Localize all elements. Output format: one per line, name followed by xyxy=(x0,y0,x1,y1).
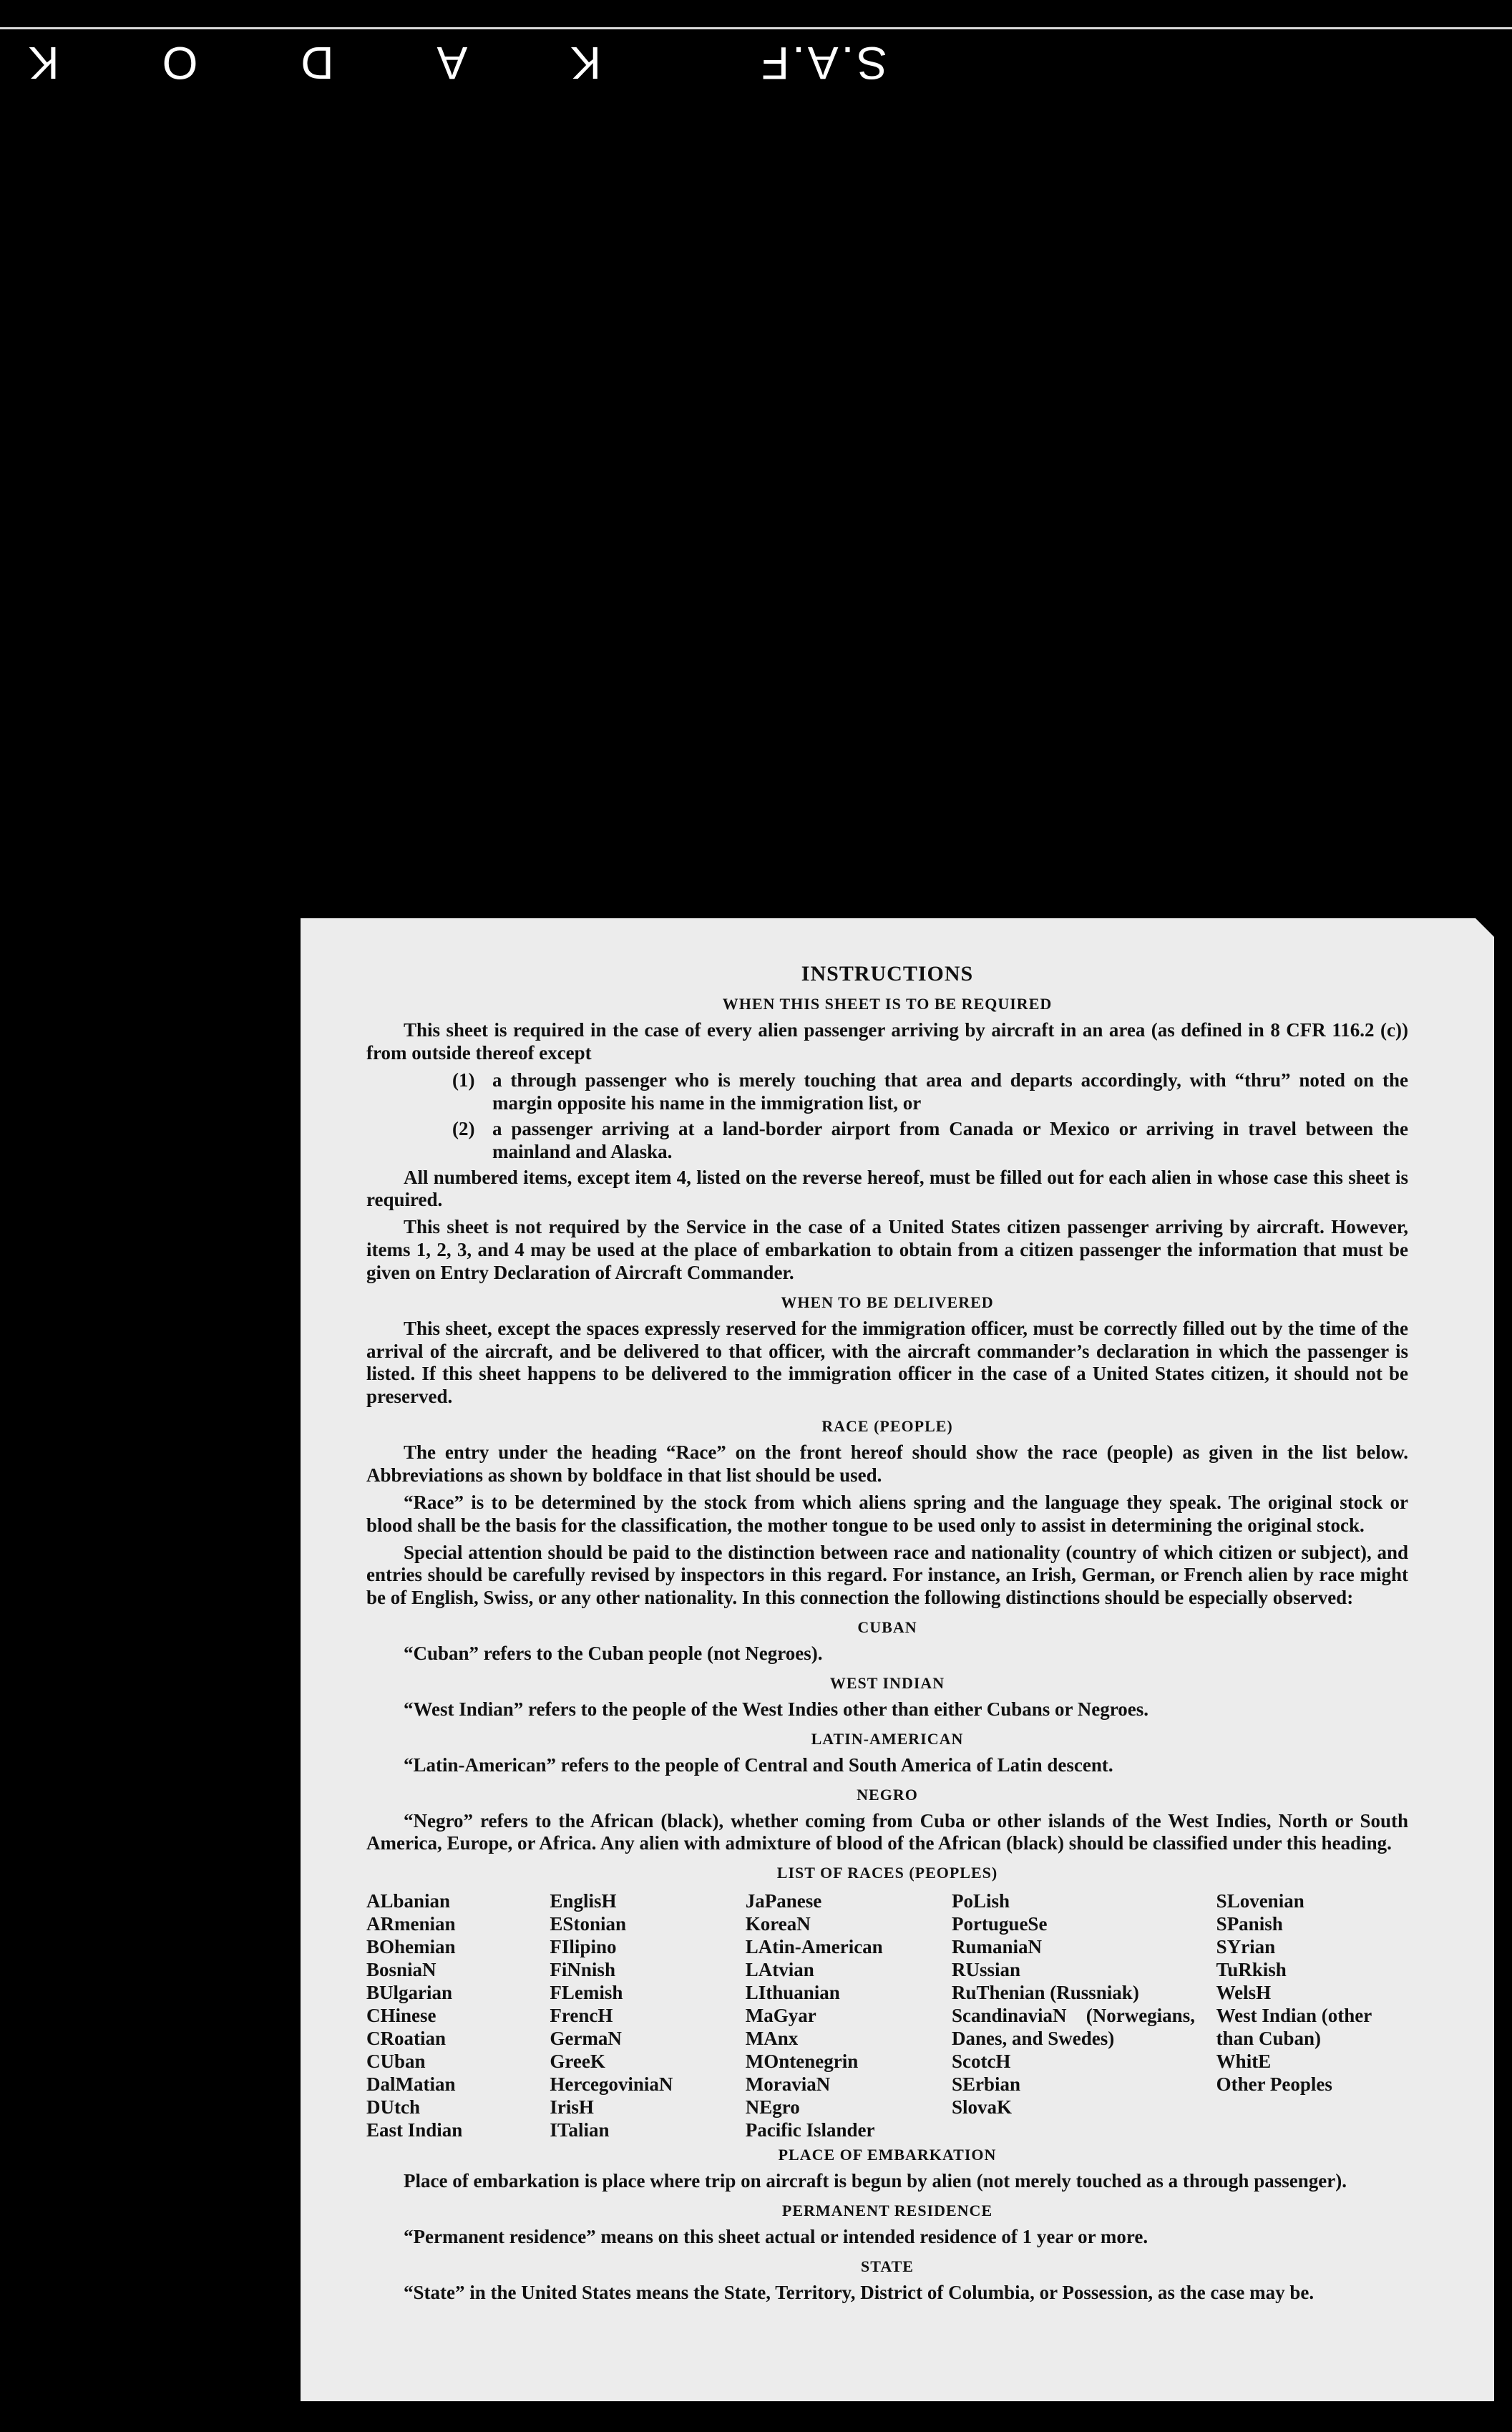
race-entry: TuRkish xyxy=(1216,1959,1287,1981)
section-heading-west-indian: WEST INDIAN xyxy=(829,1673,945,1692)
film-edge-suffix: S.A.F xyxy=(758,37,887,89)
exception-item xyxy=(452,1118,1408,1164)
race-entry: GermaN xyxy=(550,2028,622,2050)
film-edge-letter: D xyxy=(298,37,334,89)
race-entry: ScandinaviaN (Norwegians, Danes, and Swedes) xyxy=(951,2005,1195,2050)
race-entry: SErbian xyxy=(951,2073,1020,2096)
film-edge-letter: A xyxy=(434,37,468,89)
race-entry: WhitE xyxy=(1216,2051,1272,2073)
race-entry: JaPanese xyxy=(745,1890,822,1912)
race-entry: SYrian xyxy=(1216,1936,1276,1958)
required-intro: This sheet is required in the case of every alien passenger arriving by aircraft in an area (as defined in 8 CFR 116.2 (c)) from outside thereof except xyxy=(366,1019,1408,1064)
race-entry: MoraviaN xyxy=(745,2073,831,2096)
race-entry: LAtvian xyxy=(745,1959,814,1981)
state-definition: “State” in the United States means the State, Territory, District of Columbia, or Possession, as the case may be. xyxy=(404,2281,1315,2303)
race-entry: LAtin-American xyxy=(745,1936,883,1958)
race-entry: NEgro xyxy=(745,2096,800,2119)
section-heading-negro: NEGRO xyxy=(857,1785,918,1804)
section-heading-state: STATE xyxy=(861,2257,914,2275)
race-entry: IrisH xyxy=(550,2096,594,2119)
race-entry: FIlipino xyxy=(550,1936,617,1958)
race-entry: Pacific Islander xyxy=(745,2119,875,2141)
instructions-sheet xyxy=(301,918,1494,2401)
item-number: (2) xyxy=(452,1117,475,1139)
race-entry: SlovaK xyxy=(951,2096,1012,2119)
race-entry: HercegoviniaN xyxy=(550,2073,673,2096)
film-edge-marking xyxy=(0,34,887,92)
embarkation-definition: Place of embarkation is place where trip on aircraft is begun by alien (not merely touched as a through passenger). xyxy=(404,2170,1347,2192)
race-entry: ITalian xyxy=(550,2119,610,2141)
race-entry: FrencH xyxy=(550,2005,613,2027)
race-entry: SLovenian xyxy=(1216,1890,1304,1912)
race-entry: FiNnish xyxy=(550,1959,615,1981)
race-paragraph: The entry under the heading “Race” on the front hereof should show the race (people) as given in the list below. Abbreviations as shown by boldface in that list should be used. xyxy=(366,1441,1408,1486)
required-paragraph: All numbered items, except item 4, listed on the reverse hereof, must be filled out for each alien in whose case this sheet is required. xyxy=(366,1166,1408,1211)
race-entry: East Indian xyxy=(366,2119,463,2141)
race-entry: RuThenian (Russniak) xyxy=(951,1982,1139,2004)
item-text: a passenger arriving at a land-border airport from Canada or Mexico or arriving in travel between the mainland and Alaska. xyxy=(492,1117,1408,1162)
exception-item xyxy=(452,1069,1408,1115)
races-column xyxy=(1216,1889,1408,2141)
race-entry: BUlgarian xyxy=(366,1982,453,2004)
race-entry: CHinese xyxy=(366,2005,436,2027)
sheet-title: INSTRUCTIONS xyxy=(801,962,974,986)
west-indian-definition: “West Indian” refers to the people of the West Indies other than either Cubans or Negroes. xyxy=(404,1698,1149,1720)
race-entry: GreeK xyxy=(550,2051,605,2073)
section-heading-cuban: CUBAN xyxy=(857,1618,917,1637)
residence-definition: “Permanent residence” means on this sheet actual or intended residence of 1 year or more. xyxy=(404,2225,1148,2247)
item-text: a through passenger who is merely touching that area and departs accordingly, with “thru” noted on the margin opposite his name in the immigration list, or xyxy=(492,1069,1408,1114)
race-entry: LIthuanian xyxy=(745,1982,840,2004)
race-paragraph: Special attention should be paid to the distinction between race and nationality (country of which citizen or subject), and entries should be carefully revised by inspectors in this regard. For instance, an Irish, German, or French alien by race might be of English, Swiss, or any other nationality. In this connection the following distinctions should be especially observed: xyxy=(366,1541,1408,1609)
race-entry: MOntenegrin xyxy=(745,2051,859,2073)
race-entry: PortugueSe xyxy=(951,1913,1048,1935)
race-entry: RumaniaN xyxy=(951,1936,1042,1958)
section-heading-latin-american: LATIN-AMERICAN xyxy=(811,1729,964,1748)
race-entry: BOhemian xyxy=(366,1936,456,1958)
section-heading-residence: PERMANENT RESIDENCE xyxy=(781,2202,993,2220)
section-heading-required: WHEN THIS SHEET IS TO BE REQUIRED xyxy=(722,995,1053,1013)
race-paragraph: “Race” is to be determined by the stock from which aliens spring and the language they speak. The original stock or blood shall be the basis for the classification, the mother tongue to be used only to assist in determining the original stock. xyxy=(366,1491,1408,1536)
film-edge-letter: O xyxy=(159,37,198,89)
race-entry: WelsH xyxy=(1216,1982,1272,2004)
sheet-corner-fold xyxy=(1476,918,1494,937)
negro-definition: “Negro” refers to the African (black), whether coming from Cuba or other islands of the West Indies, North or South America, Europe, or Africa. Any alien with admixture of blood of the African (black) should be classified under this heading. xyxy=(366,1809,1408,1854)
film-edge-letter: K xyxy=(567,37,601,89)
race-entry: MaGyar xyxy=(745,2005,816,2027)
race-entry: CRoatian xyxy=(366,2028,447,2050)
required-paragraph: This sheet is not required by the Service in the case of a United States citizen passenger arriving by aircraft. However, items 1, 2, 3, and 4 may be used at the place of embarkation to obtain from a citizen passenger the information that must be given on Entry Declaration of Aircraft Commander. xyxy=(366,1216,1408,1283)
race-entry: Other Peoples xyxy=(1216,2073,1332,2096)
latin-american-definition: “Latin-American” refers to the people of Central and South America of Latin descent. xyxy=(404,1754,1113,1776)
race-entry: KoreaN xyxy=(745,1913,811,1935)
races-column xyxy=(746,1889,952,2141)
film-top-rule xyxy=(0,27,1512,29)
races-list xyxy=(366,1889,1408,2141)
race-entry: ScotcH xyxy=(951,2051,1011,2073)
cuban-definition: “Cuban” refers to the Cuban people (not Negroes). xyxy=(404,1643,823,1665)
races-column xyxy=(550,1889,745,2141)
section-heading-race: RACE (PEOPLE) xyxy=(821,1417,953,1436)
race-entry: RUssian xyxy=(951,1959,1020,1981)
race-entry: ARmenian xyxy=(366,1913,456,1935)
race-entry: EStonian xyxy=(550,1913,626,1935)
section-heading-delivered: WHEN TO BE DELIVERED xyxy=(781,1293,994,1311)
race-entry: EnglisH xyxy=(550,1890,617,1912)
race-entry: West Indian (other than Cuban) xyxy=(1216,2005,1372,2050)
races-column xyxy=(952,1889,1216,2141)
section-heading-races-list: LIST OF RACES (PEOPLES) xyxy=(776,1864,998,1882)
race-entry: BosniaN xyxy=(366,1959,436,1981)
race-entry: MAnx xyxy=(745,2028,799,2050)
section-heading-embarkation: PLACE OF EMBARKATION xyxy=(778,2146,997,2164)
races-column xyxy=(366,1889,550,2141)
race-entry: PoLish xyxy=(951,1890,1010,1912)
race-entry: ALbanian xyxy=(366,1890,451,1912)
race-entry: DalMatian xyxy=(366,2073,456,2096)
delivered-paragraph: This sheet, except the spaces expressly reserved for the immigration officer, must be correctly filled out by the time of the arrival of the aircraft, and be delivered to that officer, with the aircraft commander’s declaration in which the passenger is listed. If this sheet happens to be delivered to the immigration officer in the case of a United States citizen, it should not be preserved. xyxy=(366,1317,1408,1408)
race-entry: FLemish xyxy=(550,1982,623,2004)
race-entry: DUtch xyxy=(366,2096,420,2119)
race-entry: CUban xyxy=(366,2051,426,2073)
item-number: (1) xyxy=(452,1069,475,1091)
race-entry: SPanish xyxy=(1216,1913,1283,1935)
film-edge-letter: K xyxy=(25,37,59,89)
